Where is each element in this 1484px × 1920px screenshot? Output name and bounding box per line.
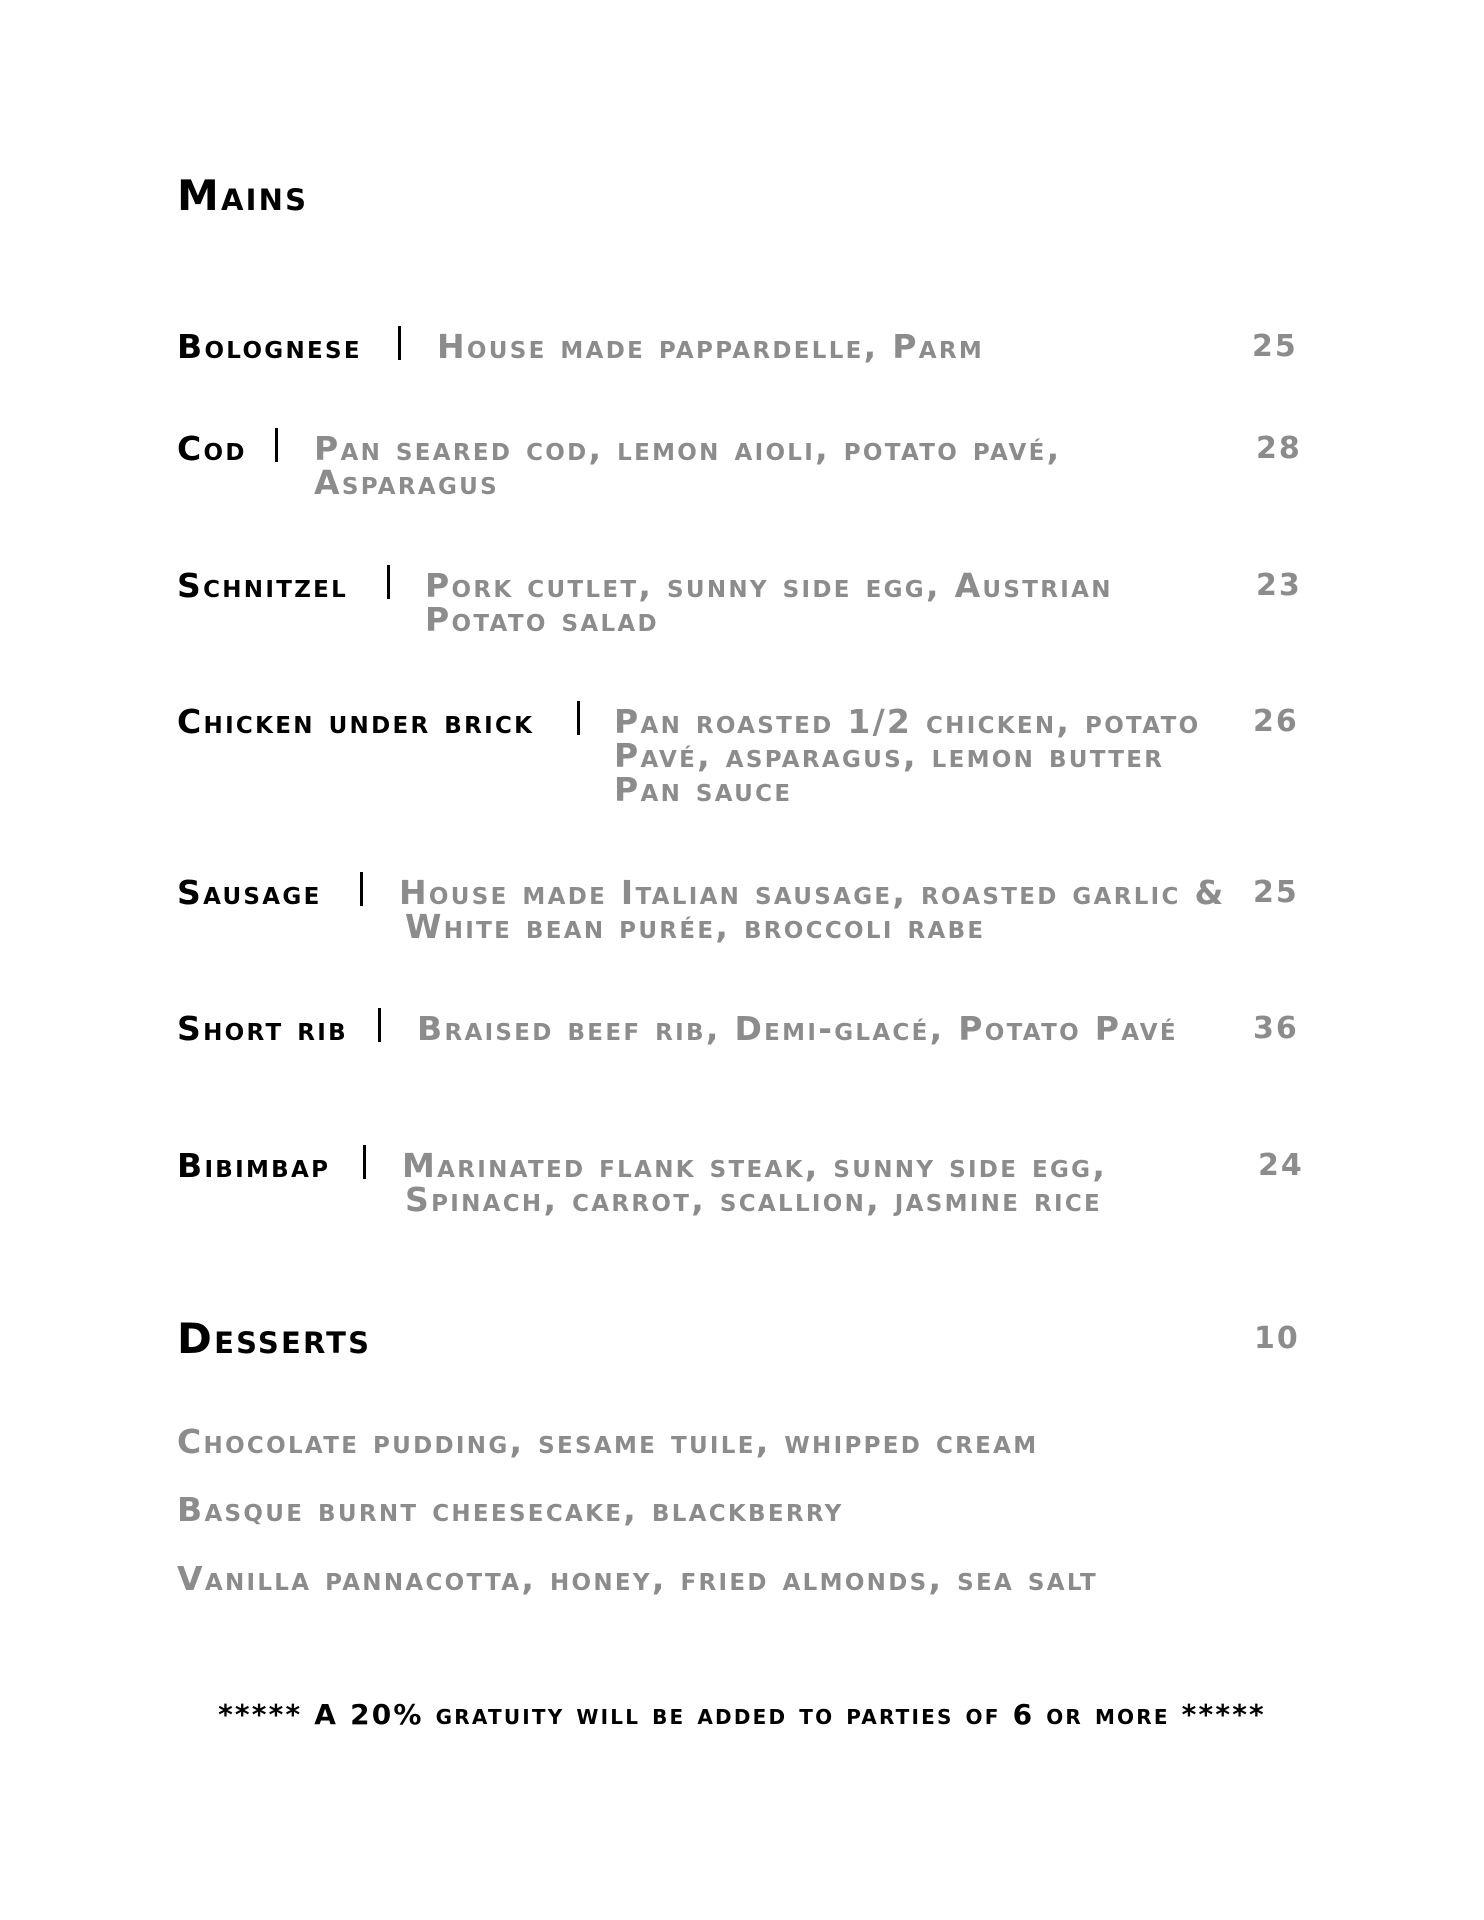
description-line: Braised beef rib, Demi-glacé, Potato Pavé (417, 1009, 1178, 1048)
separator-bar (363, 1145, 366, 1179)
item-price: 25 (1252, 329, 1298, 364)
item-description (399, 873, 1226, 946)
item-price: 36 (1253, 1011, 1299, 1046)
item-name: Cod (177, 429, 247, 468)
desserts-price: 10 (1254, 1321, 1300, 1356)
item-name: Bolognese (177, 327, 362, 366)
description-line: House made Italian sausage, roasted garlic & (399, 873, 1226, 912)
item-name: Bibimbap (177, 1146, 331, 1185)
description-line: Potato salad (425, 600, 659, 639)
dessert-item: Vanilla pannacotta, honey, fried almonds, sea salt (177, 1559, 1098, 1598)
item-price: 28 (1256, 431, 1302, 466)
description-line: Pan roasted 1/2 chicken, potato (614, 702, 1201, 741)
item-name: Sausage (177, 873, 322, 912)
description-line: Asparagus (314, 463, 499, 502)
description-line: House made pappardelle, Parm (437, 327, 985, 366)
separator-bar (275, 428, 278, 462)
description-line: Marinated flank steak, sunny side egg, (402, 1146, 1108, 1185)
gratuity-note: ***** A 20% gratuity will be added to parties of 6 or more ***** (218, 1698, 1266, 1731)
mains-heading: Mains (177, 171, 309, 220)
item-description (402, 1146, 1108, 1219)
description-line: Pork cutlet, sunny side egg, Austrian (425, 566, 1113, 605)
item-description (614, 702, 1201, 809)
item-description (425, 566, 1113, 639)
description-line: Pavé, asparagus, lemon butter (614, 736, 1165, 775)
separator-bar (398, 326, 401, 360)
item-price: 23 (1256, 568, 1302, 603)
separator-bar (577, 701, 580, 735)
description-line: Pan sauce (614, 770, 793, 809)
item-description (417, 1009, 1178, 1048)
separator-bar (378, 1008, 381, 1042)
dessert-item: Basque burnt cheesecake, blackberry (177, 1490, 844, 1529)
desserts-heading: Desserts (177, 1314, 372, 1363)
item-price: 24 (1258, 1148, 1304, 1183)
item-description (437, 327, 985, 366)
dessert-item: Chocolate pudding, sesame tuile, whipped cream (177, 1422, 1039, 1461)
item-name: Schnitzel (177, 566, 349, 605)
description-line: White bean purée, broccoli rabe (405, 907, 986, 946)
item-price: 26 (1253, 704, 1299, 739)
description-line: Pan seared cod, lemon aioli, potato pavé, (314, 429, 1062, 468)
item-price: 25 (1253, 875, 1299, 910)
item-description (314, 429, 1062, 502)
item-name: Short rib (177, 1009, 348, 1048)
separator-bar (360, 872, 363, 906)
description-line: Spinach, carrot, scallion, jasmine rice (405, 1180, 1103, 1219)
item-name: Chicken under brick (177, 702, 535, 741)
separator-bar (387, 565, 390, 599)
